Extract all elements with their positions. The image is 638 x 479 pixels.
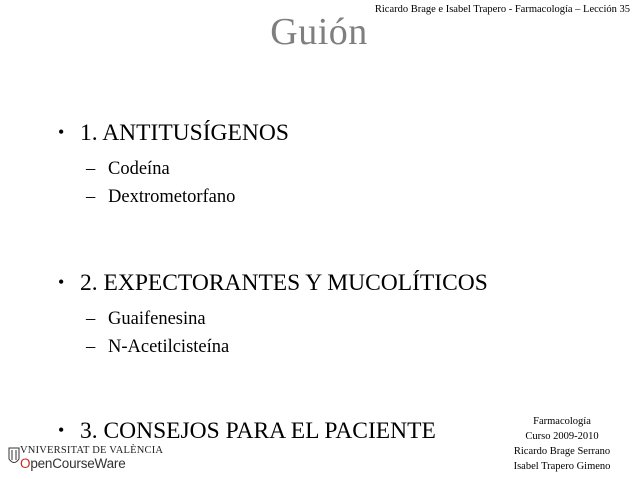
sub-item-text: Dextrometorfano bbox=[108, 187, 236, 207]
sub-item bbox=[86, 333, 488, 361]
bullet-heading bbox=[58, 414, 436, 447]
footer-credits bbox=[492, 414, 632, 474]
university-crest-icon bbox=[8, 447, 20, 467]
bullet-icon: • bbox=[58, 122, 65, 142]
sub-item-text: N-Acetilcisteína bbox=[108, 337, 230, 357]
bullet-heading-text: 1. ANTITUSÍGENOS bbox=[80, 120, 289, 146]
bullet-heading-text: 3. CONSEJOS PARA EL PACIENTE bbox=[80, 418, 436, 444]
section-expectorantes bbox=[58, 266, 488, 361]
section-consejos bbox=[58, 414, 436, 447]
slide-title: Guión bbox=[270, 11, 368, 53]
bullet-icon: • bbox=[58, 272, 65, 292]
sub-item bbox=[86, 305, 488, 333]
sub-list bbox=[86, 305, 488, 361]
header-note: Ricardo Brage e Isabel Trapero - Farmacología – Lección 35 bbox=[374, 4, 630, 15]
dash-icon: – bbox=[86, 187, 96, 207]
bullet-icon: • bbox=[58, 420, 65, 440]
sub-item-text: Codeína bbox=[108, 159, 170, 179]
footer-line: Curso 2009-2010 bbox=[525, 431, 599, 442]
sub-item bbox=[86, 183, 289, 211]
footer-line: Ricardo Brage Serrano bbox=[513, 446, 611, 457]
sub-list bbox=[86, 155, 289, 211]
sub-item-text: Guaifenesina bbox=[108, 309, 206, 329]
bullet-heading-text: 2. EXPECTORANTES Y MUCOLÍTICOS bbox=[80, 270, 488, 296]
dash-icon: – bbox=[86, 309, 96, 329]
bullet-heading bbox=[58, 116, 289, 149]
logo-ocw-initial: O bbox=[20, 456, 31, 471]
footer-line: Farmacología bbox=[533, 416, 591, 427]
bullet-heading bbox=[58, 266, 488, 299]
footer-line: Isabel Trapero Gimeno bbox=[513, 461, 611, 472]
opencourseware-logo bbox=[8, 445, 168, 473]
sub-item bbox=[86, 155, 289, 183]
dash-icon: – bbox=[86, 337, 96, 357]
section-antitusigenos bbox=[58, 116, 289, 211]
logo-ocw-rest: penCourseWare bbox=[30, 456, 126, 471]
logo-ocw-text bbox=[20, 456, 126, 471]
logo-university-text: VNIVERSITAT DE VALÈNCIA bbox=[20, 445, 164, 456]
dash-icon: – bbox=[86, 159, 96, 179]
